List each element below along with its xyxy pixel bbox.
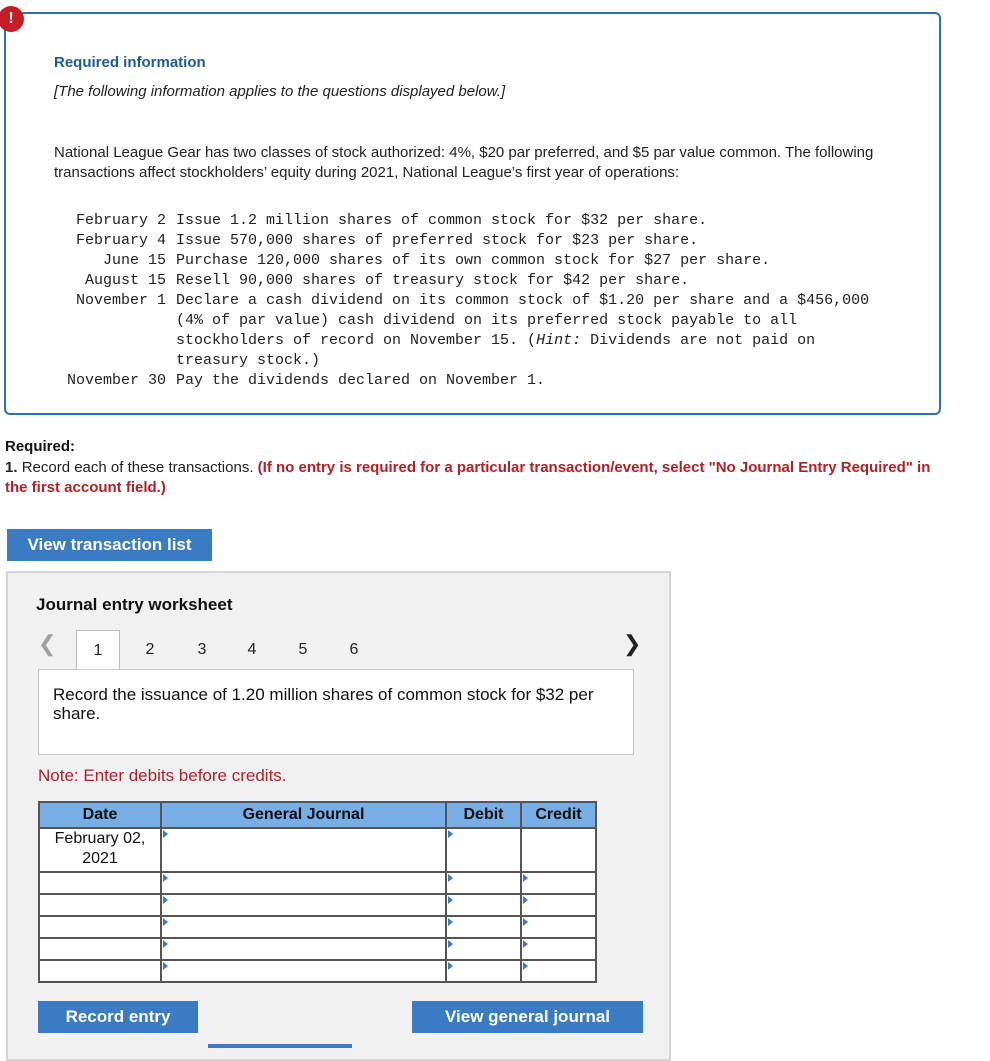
debit-field[interactable] bbox=[446, 828, 521, 872]
transaction-text: Resell 90,000 shares of treasury stock for $42 per share. bbox=[176, 272, 690, 289]
transaction-date: February 4 bbox=[75, 232, 166, 249]
date-cell bbox=[39, 916, 161, 938]
account-field[interactable] bbox=[161, 894, 446, 916]
clear-entry-button-edge[interactable] bbox=[208, 1044, 352, 1048]
debit-field[interactable] bbox=[446, 916, 521, 938]
scenario-paragraph: National League Gear has two classes of stock authorized: 4%, $20 par preferred, and $5 par value common. The following transactions affect stockholders’ equity during 2021, National League’s first year of operations: bbox=[54, 144, 874, 181]
tab-6[interactable]: 6 bbox=[349, 641, 359, 658]
credit-field[interactable] bbox=[521, 828, 596, 872]
chevron-left-icon[interactable]: ❮ bbox=[38, 631, 57, 656]
general-journal-table bbox=[38, 801, 597, 983]
journal-entry-worksheet bbox=[6, 571, 671, 1061]
account-field[interactable] bbox=[161, 938, 446, 960]
table-row bbox=[39, 916, 596, 938]
column-header-general-journal: General Journal bbox=[161, 802, 446, 828]
transaction-text: Pay the dividends declared on November 1. bbox=[176, 372, 546, 389]
entry-note: Note: Enter debits before credits. bbox=[38, 766, 287, 785]
date-cell: February 02, 2021 bbox=[39, 828, 161, 872]
account-field[interactable] bbox=[161, 916, 446, 938]
tab-2[interactable]: 2 bbox=[145, 641, 155, 658]
account-field[interactable] bbox=[161, 872, 446, 894]
view-transaction-list-button[interactable]: View transaction list bbox=[7, 529, 212, 561]
record-entry-button[interactable]: Record entry bbox=[38, 1001, 198, 1033]
transaction-text: Issue 1.2 million shares of common stock for $32 per share. bbox=[176, 212, 708, 229]
chevron-right-icon[interactable]: ❯ bbox=[623, 631, 642, 656]
debit-field[interactable] bbox=[446, 938, 521, 960]
requirement-instruction: (If no entry is required for a particular transaction/event, select "No Journal Entry Required" in the first account field.) bbox=[5, 459, 931, 496]
table-row bbox=[39, 938, 596, 960]
transaction-text: Purchase 120,000 shares of its own common stock for $27 per share. bbox=[176, 252, 771, 269]
requirement-1: 1. Record each of these transactions. (If no entry is required for a particular transaction/event, select "No Journal Entry Required" in the first account field.) bbox=[5, 459, 931, 496]
column-header-debit: Debit bbox=[446, 802, 521, 828]
tab-3[interactable]: 3 bbox=[197, 641, 207, 658]
column-header-date: Date bbox=[39, 802, 161, 828]
transaction-date: November 30 bbox=[66, 372, 166, 389]
date-cell bbox=[39, 960, 161, 982]
credit-field[interactable] bbox=[521, 872, 596, 894]
transaction-text: Issue 570,000 shares of preferred stock for $23 per share. bbox=[176, 232, 699, 249]
table-row bbox=[39, 872, 596, 894]
debit-field[interactable] bbox=[446, 960, 521, 982]
required-info-title: Required information bbox=[54, 54, 206, 71]
account-field[interactable] bbox=[161, 960, 446, 982]
debit-field[interactable] bbox=[446, 872, 521, 894]
credit-field[interactable] bbox=[521, 916, 596, 938]
date-cell bbox=[39, 872, 161, 894]
table-row bbox=[39, 828, 596, 872]
transaction-text: Declare a cash dividend on its common stock of $1.20 per share and a $456,000 (4% of par value) cash dividend on its preferred stock payable to all stockholders of record on November 15. (Hint: Dividends are not paid on treasury stock.) bbox=[176, 292, 870, 369]
required-info-panel bbox=[4, 12, 941, 415]
required-info-subtitle: [The following information applies to the questions displayed below.] bbox=[54, 83, 506, 100]
hint-label: Hint: bbox=[536, 332, 582, 349]
alert-icon: ! bbox=[0, 6, 24, 32]
table-row bbox=[39, 894, 596, 916]
column-header-credit: Credit bbox=[521, 802, 596, 828]
credit-field[interactable] bbox=[521, 894, 596, 916]
tab-4[interactable]: 4 bbox=[247, 641, 257, 658]
required-heading: Required: bbox=[5, 438, 76, 455]
table-row bbox=[39, 960, 596, 982]
date-cell bbox=[39, 938, 161, 960]
credit-field[interactable] bbox=[521, 960, 596, 982]
transaction-date: June 15 bbox=[102, 252, 166, 269]
view-general-journal-button[interactable]: View general journal bbox=[412, 1001, 643, 1033]
transaction-date: August 15 bbox=[84, 272, 166, 289]
date-cell bbox=[39, 894, 161, 916]
transaction-date: February 2 bbox=[75, 212, 166, 229]
worksheet-title: Journal entry worksheet bbox=[36, 595, 233, 614]
credit-field[interactable] bbox=[521, 938, 596, 960]
tab-1[interactable]: 1 bbox=[76, 630, 120, 670]
account-field[interactable] bbox=[161, 828, 446, 872]
debit-field[interactable] bbox=[446, 894, 521, 916]
transaction-description: Record the issuance of 1.20 million shares of common stock for $32 per share. bbox=[38, 669, 634, 755]
tab-5[interactable]: 5 bbox=[298, 641, 308, 658]
transaction-date: November 1 bbox=[75, 292, 166, 309]
